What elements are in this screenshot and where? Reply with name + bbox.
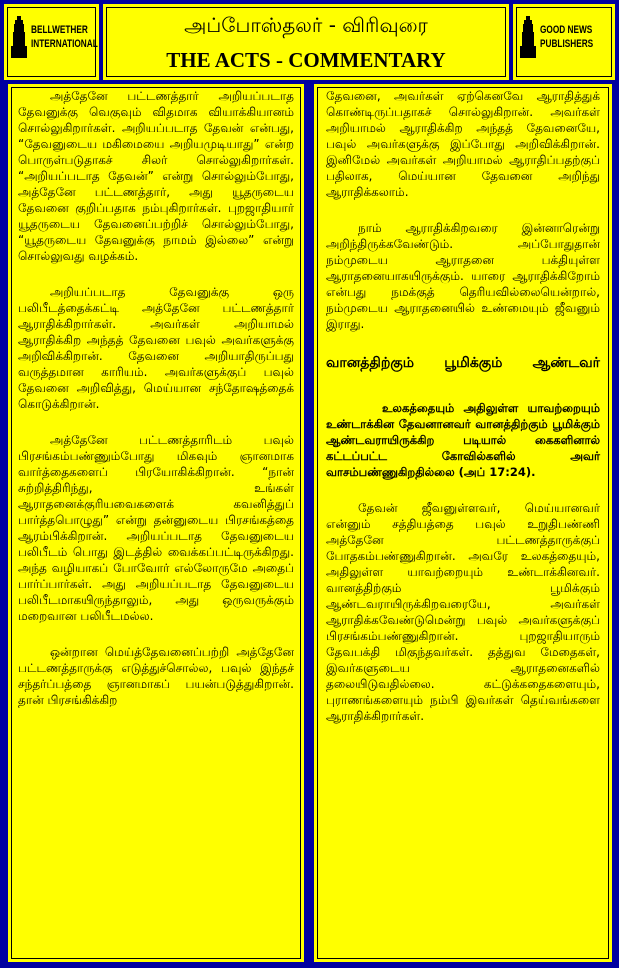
column-border: [11, 87, 301, 959]
logo-line-2: PUBLISHERS: [540, 38, 594, 50]
section-heading: வானத்திற்கும் பூமிக்கும் ஆண்டவர்: [326, 355, 600, 371]
paragraph: அறியப்படாத தேவனுக்கு ஒரு பலிபீடத்தைக்கட்டி அத்தேனே பட்டணத்தார் ஆராதிக்கிறார்கள். அவர்கள் அறியாமல் ஆராதிக்கிற அந்தத் தேவனை பவுல் அவர்களுக்கு அறிவிக்கிறான். தேவனை அறியாதிருப்பது வருத்தமான காரியம். அவர்களுக்குப் பவுல் தேவனை அறிவித்து, மெய்யான சந்தோஷத்தைக் கொடுக்கிறான்.: [18, 285, 294, 411]
good-news-logo-text: [540, 23, 593, 51]
paragraph: ஒன்றான மெய்த்தேவனைப்பற்றி அத்தேனே பட்டணத்தாருக்கு எடுத்துச்சொல்ல, பவுல் இந்தச் சந்தர்ப்பத்தை ஞானமாகப் பயன்படுத்துகிறான். தான் பிரசங்கிக்கிற: [18, 645, 294, 707]
title-tamil: அப்போஸ்தலர் - விரிவுரை: [184, 13, 428, 37]
scripture-verse: உலகத்தையும் அதிலுள்ள யாவற்றையும் உண்டாக்கின தேவனானவர் வானத்திற்கும் பூமிக்கும் ஆண்டவராயிருக்கிற படியால் கைகளினால் கட்டப்பட்ட கோவில்களில் அவர் வாசம்பண்ணுகிறதில்லை (அப் 17:24).: [326, 401, 600, 479]
logo-line-1: BELLWETHER: [31, 24, 88, 36]
good-news-logo: [519, 14, 611, 60]
paragraph: தேவன் ஜீவனுள்ளவர், மெய்யானவர் என்னும் சத்தியத்தை பவுல் உறுதிபண்ணி அத்தேனே பட்டணத்தாருக்குப் போதகம்பண்ணுகிறான். அவரே உலகத்தையும், அதிலுள்ள யாவற்றையும் உண்டாக்கினவர். வானத்திற்கும் பூமிக்கும் ஆண்டவராயிருக்கிறவரையே, அவர்கள் ஆராதிக்கவேண்டுமென்று பவுல் அவர்களுக்குப் பிரசங்கம்பண்ணுகிறான். புறஜாதியாரும் தேவபக்தி மிகுந்தவர்கள். தத்துவ மேதைகள், இவர்களுடைய ஆராதனைகளில் தலையிடுவதில்லை. கட்டுக்கதைகளையும், புராணங்களையும் நம்பி இவர்கள் தெய்வங்களை ஆராதிக்கிறார்கள்.: [326, 501, 600, 723]
good-news-logo-box: [513, 4, 615, 80]
logo-line-1: GOOD NEWS: [540, 24, 593, 36]
logo-line-2: INTERNATIONAL: [31, 38, 98, 50]
title-english: THE ACTS - COMMENTARY: [166, 48, 446, 72]
page-header: [103, 4, 509, 80]
paragraph: அத்தேனே பட்டணத்தாரிடம் பவுல் பிரசங்கம்பண்ணும்போது மிகவும் ஞானமாக வார்த்தைகளைப் பிரயோகிக்கிறான். “நான் சுற்றித்திரிந்து, உங்கள் ஆராதனைக்குரியவைகளைக் கவனித்துப் பார்த்தபொழுது” என்று தன்னுடைய பிரசங்கத்தை ஆரம்பிக்கிறான். அறியப்படாத தேவனுடைய பலிபீடம் பொது இடத்தில் வைக்கப்பட்டிருக்கிறது. அந்த வழியாகப் போவோர் எல்லோருமே அதைப் பார்ப்பார்கள். அது அறியப்படாத தேவனுடைய பலிபீடமாகயிருந்தாலும், அது ஒருவருக்கும் மறைவான பலிபீடமல்ல.: [18, 433, 294, 623]
right-column: [314, 84, 612, 962]
tower-icon: [10, 14, 28, 60]
paragraph: நாம் ஆராதிக்கிறவரை இன்னாரென்று அறிந்திருக்கவேண்டும். அப்போதுதான் நம்முடைய ஆராதனை பக்தியுள்ள ஆராதனையாகயிருக்கும். யாரை ஆராதிக்கிறோம் என்பது நமக்குத் தெரியவில்லையென்றால், நம்முடைய ஆராதனையில் உண்மையும் ஜீவனும் இராது.: [326, 221, 600, 331]
bellwether-logo-box: [4, 4, 99, 80]
left-column: [8, 84, 304, 962]
column-border: [317, 87, 609, 959]
tower-icon: [519, 14, 537, 60]
paragraph: அத்தேனே பட்டணத்தார் அறியப்படாத தேவனுக்கு வெகுவும் விதமாக வியாக்கியானம் சொல்லுகிறார்கள். அறியப்படாத தேவன் என்பது, “தேவனுடைய மகிமையை அறியமுடியாது” என்ற பொருள்படுதாகச் சிலர் சொல்லுகிறார்கள். “அறியப்படாத தேவன்” என்று சொல்லும்போது, அத்தேனே பட்டணத்தார், அது யூதருடைய தேவனை குறிப்பதாக நம்புகிறார்கள். புறஜாதியார் யூதருடைய தேவனைப்பற்றிச் சொல்லும்போது, “யூதருடைய தேவனுக்கு நாமம் இல்லை” என்று சொல்லுவது வழக்கம்.: [18, 89, 294, 263]
paragraph-continued: தேவனை, அவர்கள் ஏற்கெனவே ஆராதித்துக் கொண்டிருப்பதாகச் சொல்லுகிறான். அவர்கள் அறியாமல் ஆராதிக்கிற அந்தத் தேவனையே, பவுல் அவர்களுக்கு இப்போது அறிவிக்கிறான். இனிமேல் அவர்கள் அறியாமல் ஆராதிப்பதற்குப் பதிலாக, மெய்யான தேவனை அறிந்து ஆராதிக்கலாம்.: [326, 89, 600, 199]
header-border: [106, 7, 506, 77]
bellwether-logo-text: [31, 23, 98, 51]
